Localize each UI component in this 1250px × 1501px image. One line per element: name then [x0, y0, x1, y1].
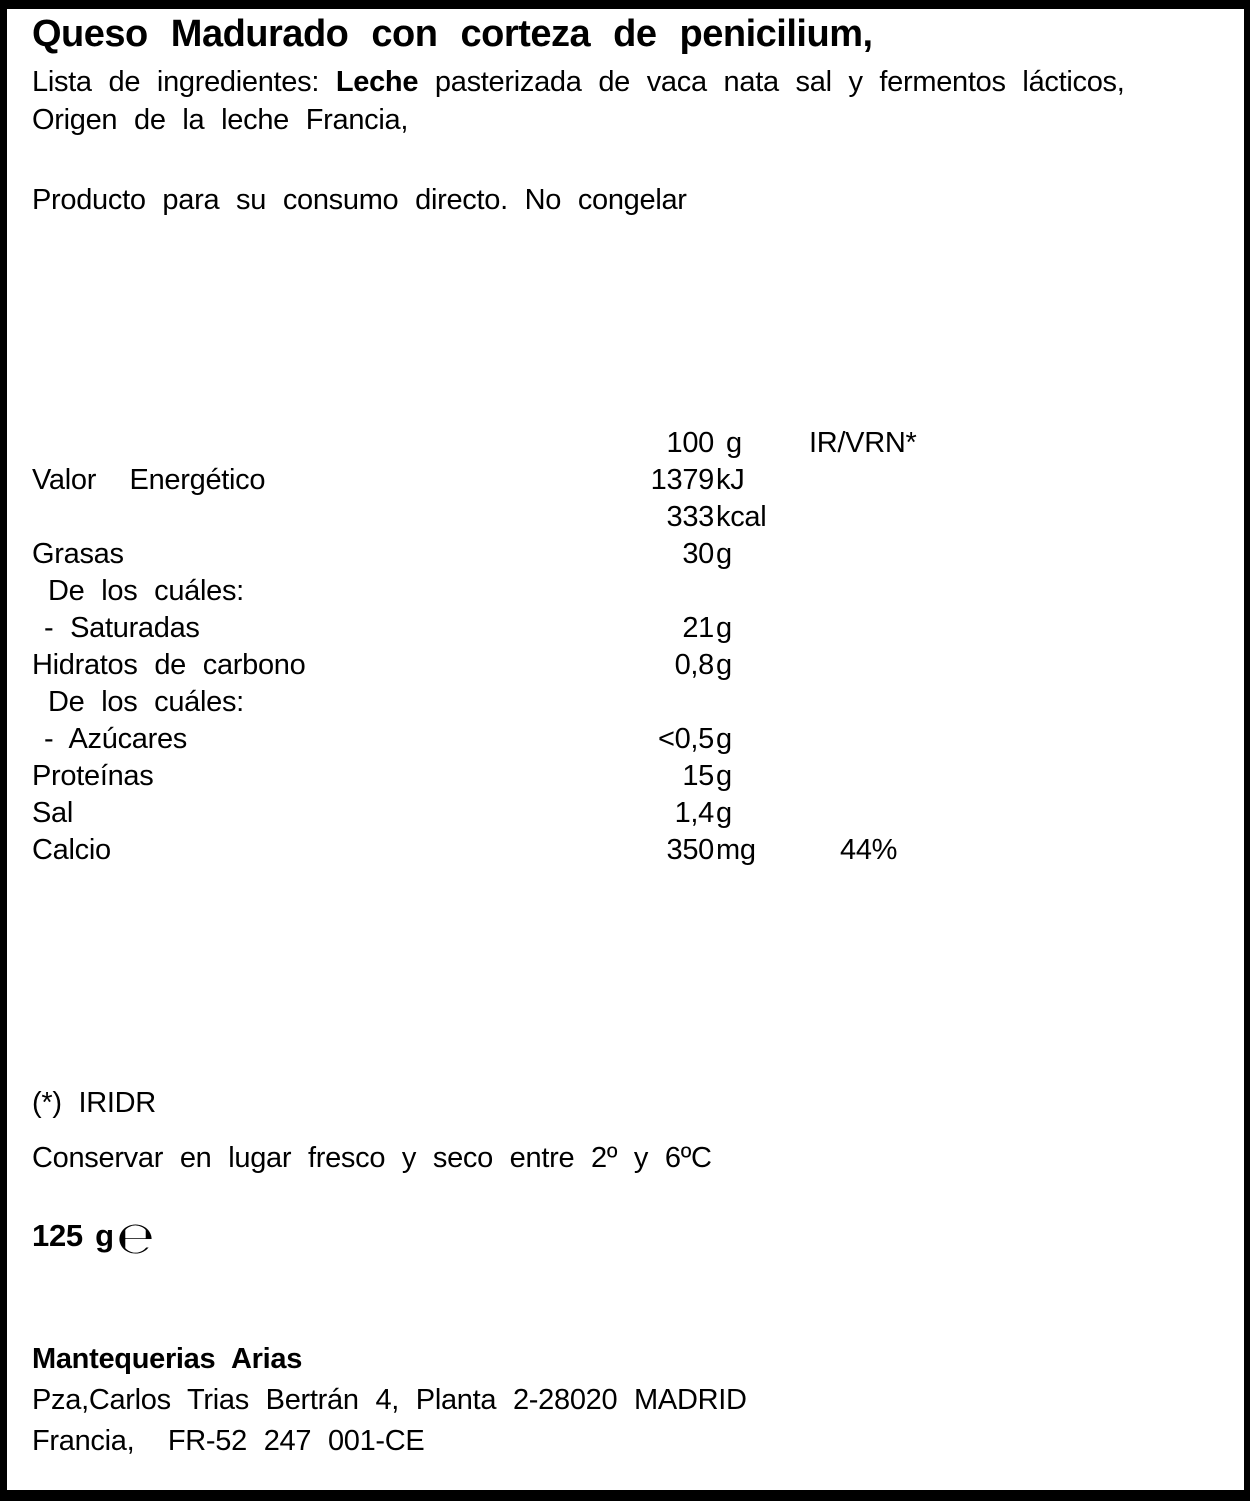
nutrition-row: [32, 536, 1012, 573]
nutrition-row: [32, 610, 1012, 647]
ingredients-text: [32, 63, 1124, 101]
nutrient-amount: <0,5: [657, 723, 714, 755]
nutrient-unit: g: [716, 760, 732, 792]
estimated-sign: ℮: [116, 1213, 155, 1264]
nutrient-unit: [714, 573, 784, 610]
nutrient-name: [32, 499, 594, 536]
nutrient-unit: g: [716, 612, 732, 644]
nutrient-name: Hidratos de carbono: [32, 649, 306, 681]
consumption-instructions: Producto para su consumo directo. No congelar: [32, 184, 687, 216]
nutrient-rdi-percent: [784, 573, 840, 610]
nutrient-amount: 350: [666, 834, 714, 866]
nutrition-row: [32, 832, 1012, 869]
manufacturer-block: [32, 1339, 747, 1462]
manufacturer-address: Pza,Carlos Trias Bertrán 4, Planta 2-28020 MADRID: [32, 1384, 747, 1416]
nutrient-unit: g: [716, 538, 732, 570]
nutrition-row: [32, 573, 1012, 610]
nutrient-amount: [594, 573, 714, 610]
nutrition-row: [32, 795, 1012, 832]
nutrition-row: [32, 499, 1012, 536]
nutrient-name: - Saturadas: [44, 612, 200, 644]
nutrition-row: [32, 758, 1012, 795]
nutrient-amount: 15: [682, 760, 714, 792]
ingredients-allergen: Leche: [335, 66, 419, 98]
nutrient-amount: 0,8: [674, 649, 714, 681]
per-100g-unit: g: [726, 427, 742, 459]
nutrient-amount: 21: [682, 612, 714, 644]
nutrient-unit: kJ: [716, 464, 745, 496]
nutrient-unit: g: [716, 649, 732, 681]
nutrition-row: [32, 462, 1012, 499]
nutrient-name: Valor Energético: [32, 464, 266, 496]
nutrition-row: [32, 684, 1012, 721]
nutrient-rdi-percent: [784, 647, 840, 684]
nutrient-amount: 333: [666, 501, 714, 533]
storage-instructions: Conservar en lugar fresco y seco entre 2º y 6ºC: [32, 1142, 712, 1174]
nutrient-rdi-percent: 44%: [840, 834, 898, 866]
rdi-footnote: (*) IRIDR: [32, 1087, 156, 1119]
nutrient-unit: kcal: [716, 501, 767, 533]
product-title: Queso Madurado con corteza de penicilium,: [32, 13, 873, 55]
nutrient-unit: mg: [716, 834, 756, 866]
nutrient-amount: 1,4: [674, 797, 714, 829]
nutrition-table: [32, 425, 1012, 869]
ingredients-prefix: Lista de ingredientes:: [32, 66, 336, 98]
manufacturer-registration: Francia, FR-52 247 001-CE: [32, 1425, 425, 1457]
nutrient-name: - Azúcares: [44, 723, 187, 755]
nutrition-row: [32, 721, 1012, 758]
nutrition-row: [32, 647, 1012, 684]
nutrition-header-row: [32, 425, 1012, 462]
milk-origin-text: Origen de la leche Francia,: [32, 104, 409, 136]
manufacturer-name: Mantequerias Arias: [32, 1343, 303, 1375]
nutrient-rdi-percent: [784, 758, 840, 795]
rdi-column-header: IR/VRN*: [809, 427, 917, 459]
ingredients-suffix: pasterizada de vaca nata sal y fermentos lácticos,: [418, 66, 1125, 98]
nutrient-unit: g: [716, 723, 732, 755]
nutrient-rdi-percent: [784, 610, 840, 647]
nutrient-unit: [714, 684, 784, 721]
nutrient-name: De los cuáles:: [48, 686, 244, 718]
net-weight: [32, 1213, 155, 1264]
nutrient-name: Sal: [32, 797, 74, 829]
nutrient-amount: 1379: [650, 464, 714, 496]
nutrient-rdi-percent: [784, 795, 840, 832]
nutrient-name: Grasas: [32, 538, 124, 570]
nutrient-name: De los cuáles:: [48, 575, 244, 607]
nutrient-name: Proteínas: [32, 760, 154, 792]
nutrient-amount: [594, 684, 714, 721]
per-100g-amount: 100: [666, 427, 714, 459]
nutrient-name: Calcio: [32, 834, 111, 866]
nutrient-rdi-percent: [784, 536, 840, 573]
nutrient-rdi-percent: [784, 499, 840, 536]
nutrient-rdi-percent: [784, 684, 840, 721]
nutrition-rows: [32, 462, 1012, 869]
nutrient-rdi-percent: [784, 462, 840, 499]
net-weight-value: 125 g: [32, 1218, 114, 1253]
nutrition-header-spacer: [32, 425, 594, 462]
nutrient-rdi-percent: [784, 721, 840, 758]
nutrient-amount: 30: [682, 538, 714, 570]
nutrient-unit: g: [716, 797, 732, 829]
